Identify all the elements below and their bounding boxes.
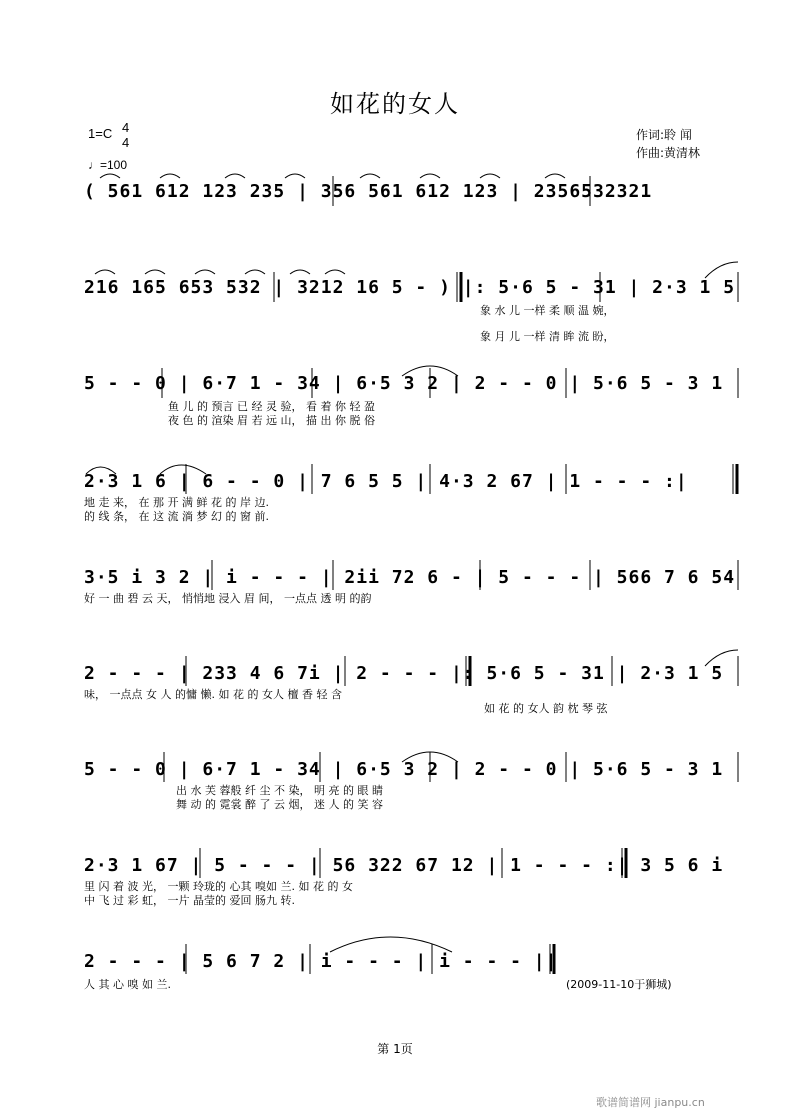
lyric-verse-1: 味， 一点点 女 人 的慵 懒. 如 花 的 女人 檀 香 轻 含: [84, 688, 342, 701]
page-number: 第 1页: [377, 1042, 413, 1056]
lyric-verse-2: 象 月 儿 一样 清 眸 流 盼，: [480, 330, 615, 343]
lyric-verse-1: 鱼 儿 的 预言 已 经 灵 验， 看 着 你 轻 盈: [168, 400, 375, 413]
notation-line: 2·3 1 6 | 6 - - 0 | 7 6 5 5 | 4·3 2 67 | 1 - - - :|: [84, 470, 688, 492]
lyricist-credit: 作词:聆 闻: [636, 128, 692, 142]
lyric-verse-2: 如 花 的 女人 韵 枕 琴 弦: [484, 702, 608, 715]
lyric-verse-1: 人 其 心 嗅 如 兰.: [84, 978, 171, 991]
score-system-2: [84, 270, 740, 304]
lyric-verse-1: 象 水 儿 一样 柔 顺 温 婉，: [480, 304, 615, 317]
notation-line: ( 561 612 123 235 | 356 561 612 123 | 2356532321: [84, 180, 653, 202]
lyric-verse-1: 里 闪 着 波 光， 一颗 玲珑的 心其 嗅如 兰. 如 花 的 女: [84, 880, 353, 893]
lyric-verse-2: 舞 动 的 霓裳 醉 了 云 烟， 迷 人 的 笑 容: [176, 798, 383, 811]
composer-credit: 作曲:黄清林: [636, 146, 701, 160]
notation-line: 5 - - 0 | 6·7 1 - 34 | 6·5 3 2 | 2 - - 0 | 5·6 5 - 3 1: [84, 372, 724, 394]
lyric-verse-2: 的 线 条， 在 这 流 淌 梦 幻 的 窗 前.: [84, 510, 269, 523]
lyric-verse-1: 地 走 来， 在 那 开 满 鲜 花 的 岸 边.: [84, 496, 269, 509]
notation-line: 216 165 653 532 | 3212 16 5 - ) |: 5·6 5 - 31 | 2·3 1 5: [84, 276, 736, 298]
key-signature: 1=C: [88, 126, 113, 141]
score-system-8: [84, 848, 740, 882]
tempo-marking: ♩=100: [88, 158, 128, 172]
notation-line: 3·5 i 3 2 | i - - - | 2ii 72 6 - | 5 - - - | 566 7 6 54: [84, 566, 736, 588]
notation-line: 2·3 1 67 | 5 - - - | 56 322 67 12 | 1 - - - :| 3 5 6 i: [84, 854, 724, 876]
time-signature-bottom: 4: [122, 135, 130, 150]
notation-line: 2 - - - | 5 6 7 2 | i - - - | i - - - ||: [84, 950, 558, 972]
score-system-7: [84, 752, 740, 786]
lyric-verse-2: 中 飞 过 彩 虹， 一片 晶莹的 爱回 肠九 转.: [84, 894, 295, 907]
time-signature: [122, 120, 129, 150]
lyric-verse-1: 出 水 芙 蓉般 纤 尘 不 染， 明 亮 的 眼 睛: [176, 784, 383, 797]
score-system-9: [84, 944, 564, 978]
score-system-1: [84, 174, 740, 208]
lyric-verse-2: 夜 色 的 渲染 眉 若 远 山， 描 出 你 脱 俗: [168, 414, 375, 427]
notation-line: 5 - - 0 | 6·7 1 - 34 | 6·5 3 2 | 2 - - 0 | 5·6 5 - 3 1: [84, 758, 724, 780]
score-system-4: [84, 464, 740, 498]
time-signature-top: 4: [122, 120, 130, 135]
score-system-6: [84, 656, 740, 690]
date-note: (2009-11-10于狮城): [566, 978, 672, 991]
lyric-verse-1: 好 一 曲 碧 云 天， 悄悄地 浸入 眉 间， 一点点 透 明 的韵: [84, 592, 372, 605]
song-title: 如花的女人: [330, 90, 460, 118]
score-system-3: [84, 366, 740, 400]
site-watermark: 歌谱简谱网 jianpu.cn: [596, 1096, 705, 1109]
notation-line: 2 - - - | 233 4 6 7i | 2 - - - |: 5·6 5 - 31 | 2·3 1 5: [84, 662, 724, 684]
score-system-5: [84, 560, 740, 594]
